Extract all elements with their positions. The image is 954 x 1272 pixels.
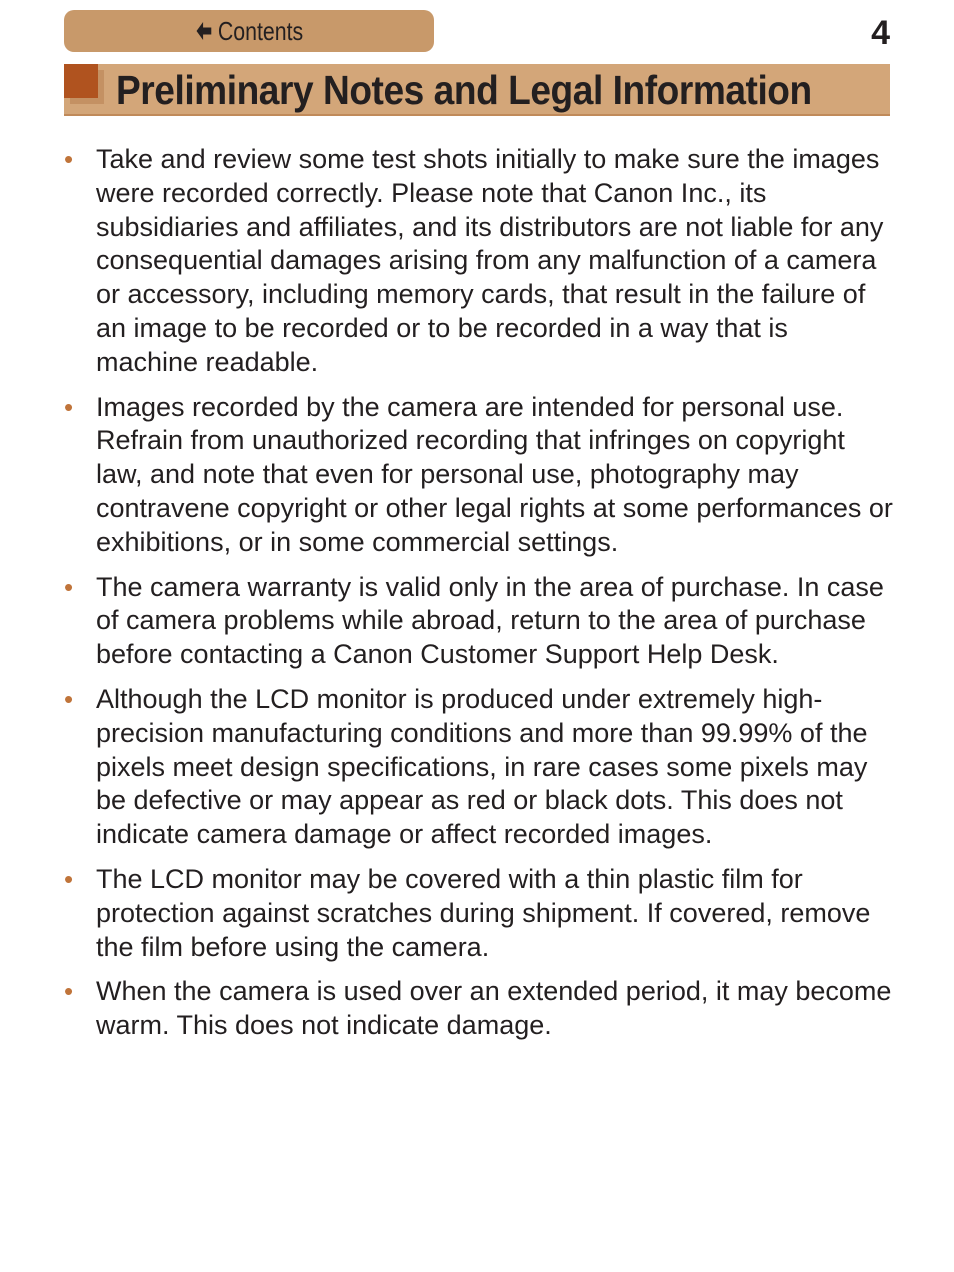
note-text: The LCD monitor may be covered with a thin plastic film for protection against scratches during shipment. If covered, remove the film before using the camera. xyxy=(96,863,871,962)
contents-button[interactable] xyxy=(64,10,434,52)
contents-button-inner xyxy=(195,16,303,47)
contents-label: Contents xyxy=(217,15,304,46)
list-item xyxy=(64,863,894,964)
bullet: • xyxy=(64,863,74,894)
note-text: When the camera is used over an extended period, it may become warm. This does not indicate damage. xyxy=(96,976,892,1041)
bullet: • xyxy=(64,391,74,422)
note-text: Images recorded by the camera are intended for personal use. Refrain from unauthorized recording that infringes on copyright law, and note that even for personal use, photography may contravene copyright or other legal rights at some performances or exhibitions, or in some commercial settings. xyxy=(96,391,893,557)
note-text: The camera warranty is valid only in the area of purchase. In case of camera problems while abroad, return to the area of purchase before contacting a Canon Customer Support Help Desk. xyxy=(96,571,884,670)
bullet: • xyxy=(64,571,74,602)
note-text: Although the LCD monitor is produced under extremely high-precision manufacturing conditions and more than 99.99% of the pixels meet design specifications, in rare cases some pixels may be defective or may appear as red or black dots. This does not indicate camera damage or affect recorded images. xyxy=(96,683,868,850)
bullet: • xyxy=(64,976,74,1007)
notes-list xyxy=(64,143,894,1054)
list-item xyxy=(64,571,894,672)
title-bar xyxy=(64,64,890,116)
list-item xyxy=(64,683,894,852)
bullet: • xyxy=(64,683,74,714)
page-title: Preliminary Notes and Legal Information xyxy=(116,67,812,113)
arrow-left-icon xyxy=(195,20,213,42)
title-accent-square xyxy=(64,64,98,98)
list-item xyxy=(64,975,894,1043)
list-item xyxy=(64,391,894,560)
bullet: • xyxy=(64,144,74,174)
note-text: Take and review some test shots initially to make sure the images were recorded correctly. Please note that Canon Inc., its subsidiaries and affiliates, and its distributors are not liable for any consequential damages arising from any malfunction of a camera or accessory, including memory cards, that result in the failure of an image to be recorded or to be recorded in a way that is machine readable. xyxy=(96,144,884,377)
page-number: 4 xyxy=(871,14,890,52)
list-item xyxy=(64,143,894,380)
